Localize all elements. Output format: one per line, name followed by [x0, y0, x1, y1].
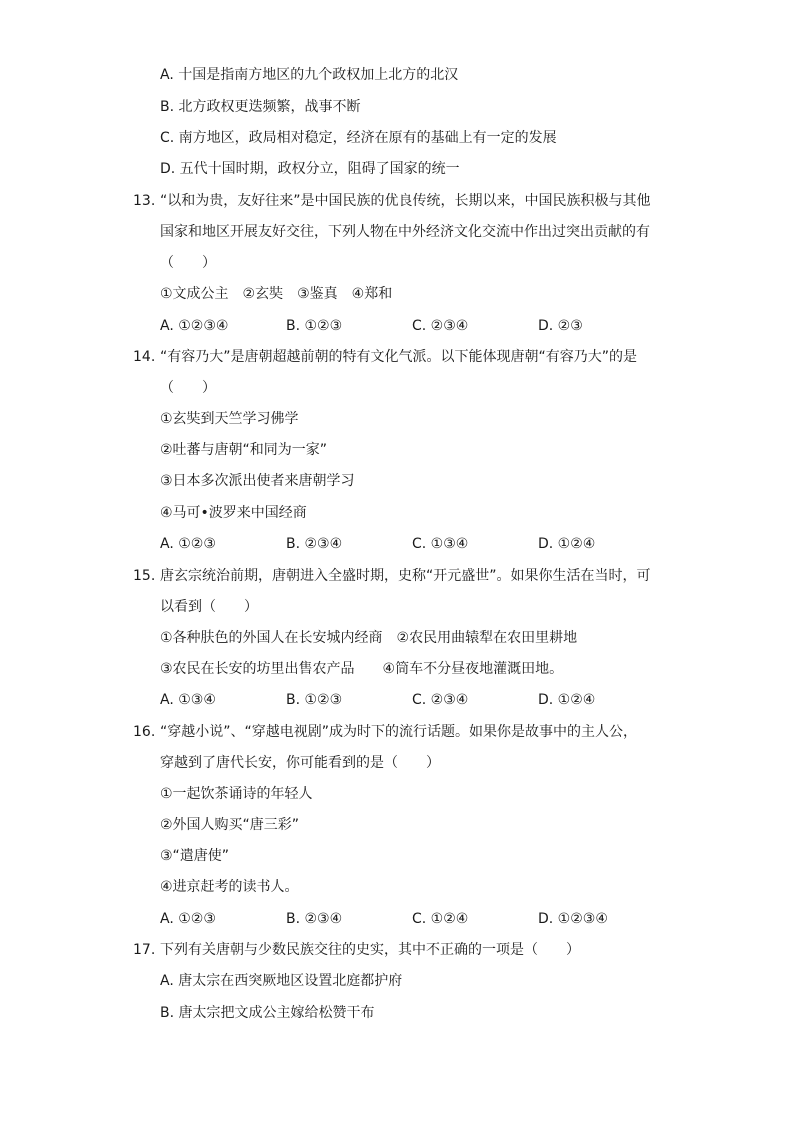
- q15-stem-line2: 以看到（ ）: [160, 599, 258, 615]
- q15-number: 15.: [133, 568, 156, 584]
- q14-item-4: ④马可•波罗来中国经商: [160, 505, 307, 521]
- q17-option-b: B. 唐太宗把文成公主嫁给松赞干布: [160, 1005, 375, 1021]
- q13-items: ①文成公主 ②玄奘 ③鉴真 ④郑和: [160, 286, 393, 302]
- q14-item-1: ①玄奘到天竺学习佛学: [160, 411, 299, 427]
- q12-option-a: A. 十国是指南方地区的九个政权加上北方的北汉: [160, 67, 459, 83]
- q14-answer-paren: （ ）: [160, 380, 216, 396]
- q17-number: 17.: [133, 942, 156, 958]
- q15-stem-line1: 唐玄宗统治前期，唐朝进入全盛时期，史称“开元盛世”。如果你生活在当时，可: [160, 568, 651, 584]
- q15-choice-a: A. ①③④: [160, 692, 216, 708]
- q16-choice-d: D. ①②③④: [538, 911, 608, 927]
- q16-choice-c: C. ①②④: [412, 911, 469, 927]
- q14-choice-b: B. ②③④: [286, 536, 343, 552]
- q17-stem-line1: 下列有关唐朝与少数民族交往的史实，其中不正确的一项是（ ）: [160, 942, 580, 958]
- q12-option-c: C. 南方地区，政局相对稳定，经济在原有的基础上有一定的发展: [160, 130, 557, 146]
- q12-option-b: B. 北方政权更迭频繁，战事不断: [160, 99, 361, 115]
- q15-choice-c: C. ②③④: [412, 692, 469, 708]
- q16-number: 16.: [133, 724, 156, 740]
- q16-choice-b: B. ②③④: [286, 911, 343, 927]
- q15-choice-b: B. ①②③: [286, 692, 343, 708]
- q13-number: 13.: [133, 193, 156, 209]
- q16-item-2: ②外国人购买“唐三彩”: [160, 817, 300, 833]
- q15-items-line2: ③农民在长安的坊里出售农产品 ④筒车不分昼夜地灌溉田地。: [160, 661, 564, 677]
- q14-choice-a: A. ①②③: [160, 536, 216, 552]
- q13-choice-b: B. ①②③: [286, 318, 343, 334]
- q16-item-1: ①一起饮茶诵诗的年轻人: [160, 786, 313, 802]
- q14-item-3: ③日本多次派出使者来唐朝学习: [160, 473, 355, 489]
- q15-choice-d: D. ①②④: [538, 692, 596, 708]
- q13-choice-a: A. ①②③④: [160, 318, 229, 334]
- q16-item-4: ④进京赶考的读书人。: [160, 879, 299, 895]
- q16-choice-a: A. ①②③: [160, 911, 216, 927]
- q14-stem-line1: “有容乃大”是唐朝超越前朝的特有文化气派。以下能体现唐朝“有容乃大”的是: [160, 349, 638, 365]
- q16-stem-line1: “穿越小说”、“穿越电视剧”成为时下的流行话题。如果你是故事中的主人公，: [160, 724, 638, 740]
- q16-item-3: ③“遣唐使”: [160, 848, 230, 864]
- q13-answer-paren: （ ）: [160, 255, 216, 271]
- q12-option-d: D. 五代十国时期，政权分立，阻碍了国家的统一: [160, 161, 460, 177]
- q17-option-a: A. 唐太宗在西突厥地区设置北庭都护府: [160, 973, 403, 989]
- q13-stem-line2: 国家和地区开展友好交往，下列人物在中外经济文化交流中作出过突出贡献的有: [160, 224, 650, 240]
- q13-stem-line1: “以和为贵，友好往来”是中国民族的优良传统，长期以来，中国民族积极与其他: [160, 193, 651, 209]
- q14-item-2: ②吐蕃与唐朝“和同为一家”: [160, 442, 328, 458]
- q14-choice-d: D. ①②④: [538, 536, 596, 552]
- q14-number: 14.: [133, 349, 156, 365]
- q14-choice-c: C. ①③④: [412, 536, 469, 552]
- q15-items-line1: ①各种肤色的外国人在长安城内经商 ②农民用曲辕犁在农田里耕地: [160, 630, 578, 646]
- q16-stem-line2: 穿越到了唐代长安，你可能看到的是（ ）: [160, 755, 440, 771]
- q13-choice-d: D. ②③: [538, 318, 583, 334]
- q13-choice-c: C. ②③④: [412, 318, 469, 334]
